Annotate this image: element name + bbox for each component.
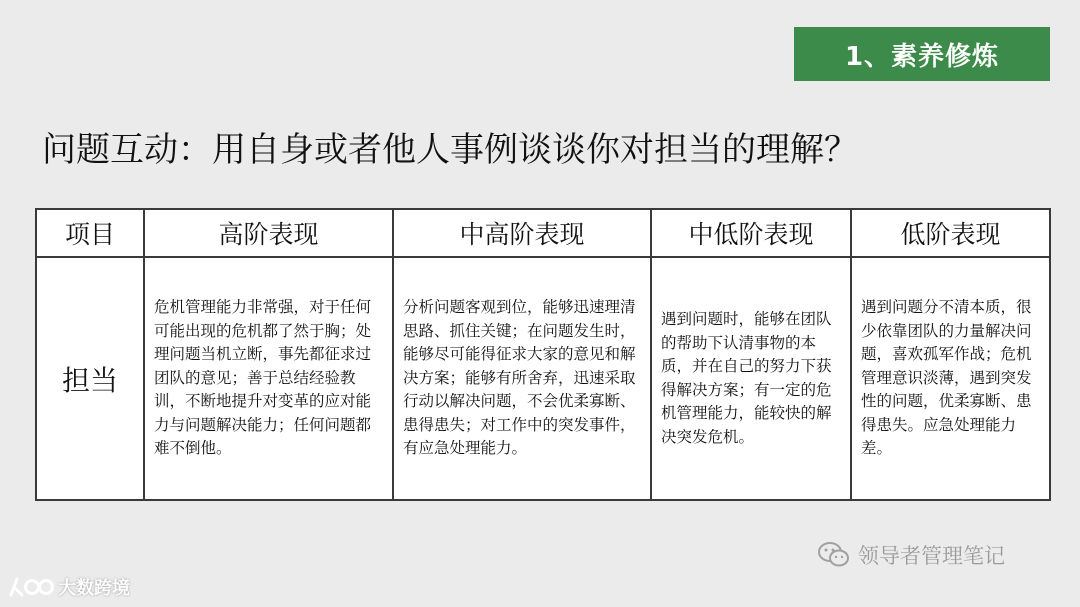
cell-high: 危机管理能力非常强，对于任何可能出现的危机都了然于胸；处理问题当机立断，事先都征求过团队的意见；善于总结经验教训，不断地提升对变革的应对能力与问题解决能力；任何问题都难不倒他。: [144, 257, 393, 500]
header-high: 高阶表现: [144, 209, 393, 257]
site-watermark: [8, 574, 130, 600]
cell-mid-low: 遇到问题时，能够在团队的帮助下认清事物的本质，并在自己的努力下获得解决方案；有一定的危机管理能力，能较快的解决突发危机。: [651, 257, 851, 500]
section-badge: 1、素养修炼: [794, 27, 1050, 81]
table-header-row: [36, 209, 1050, 257]
cell-low: 遇到问题分不清本质，很少依靠团队的力量解决问题，喜欢孤军作战；危机管理意识淡薄，遇到突发性的问题，优柔寡断、患得患失。应急处理能力差。: [851, 257, 1050, 500]
header-mid-high: 中高阶表现: [393, 209, 651, 257]
row-label: 担当: [36, 257, 144, 500]
wechat-account-name: 领导者管理笔记: [858, 544, 1005, 568]
question-heading: 问题互动：用自身或者他人事例谈谈你对担当的理解？: [42, 130, 858, 170]
table-row: [36, 257, 1050, 500]
site-logo-text: 大数跨境: [58, 578, 130, 599]
wechat-icon: [818, 542, 850, 568]
header-mid-low: 中低阶表现: [651, 209, 851, 257]
header-low: 低阶表现: [851, 209, 1050, 257]
header-item: 项目: [36, 209, 144, 257]
performance-table: [35, 208, 1051, 501]
cell-mid-high: 分析问题客观到位，能够迅速理清思路、抓住关键；在问题发生时，能够尽可能得征求大家的意见和解决方案；能够有所舍弃，迅速采取行动以解决问题，不会优柔寡断、患得患失；对工作中的突发事件，有应急处理能力。: [393, 257, 651, 500]
wechat-watermark: [818, 540, 1005, 570]
site-logo-icon: [8, 575, 54, 599]
